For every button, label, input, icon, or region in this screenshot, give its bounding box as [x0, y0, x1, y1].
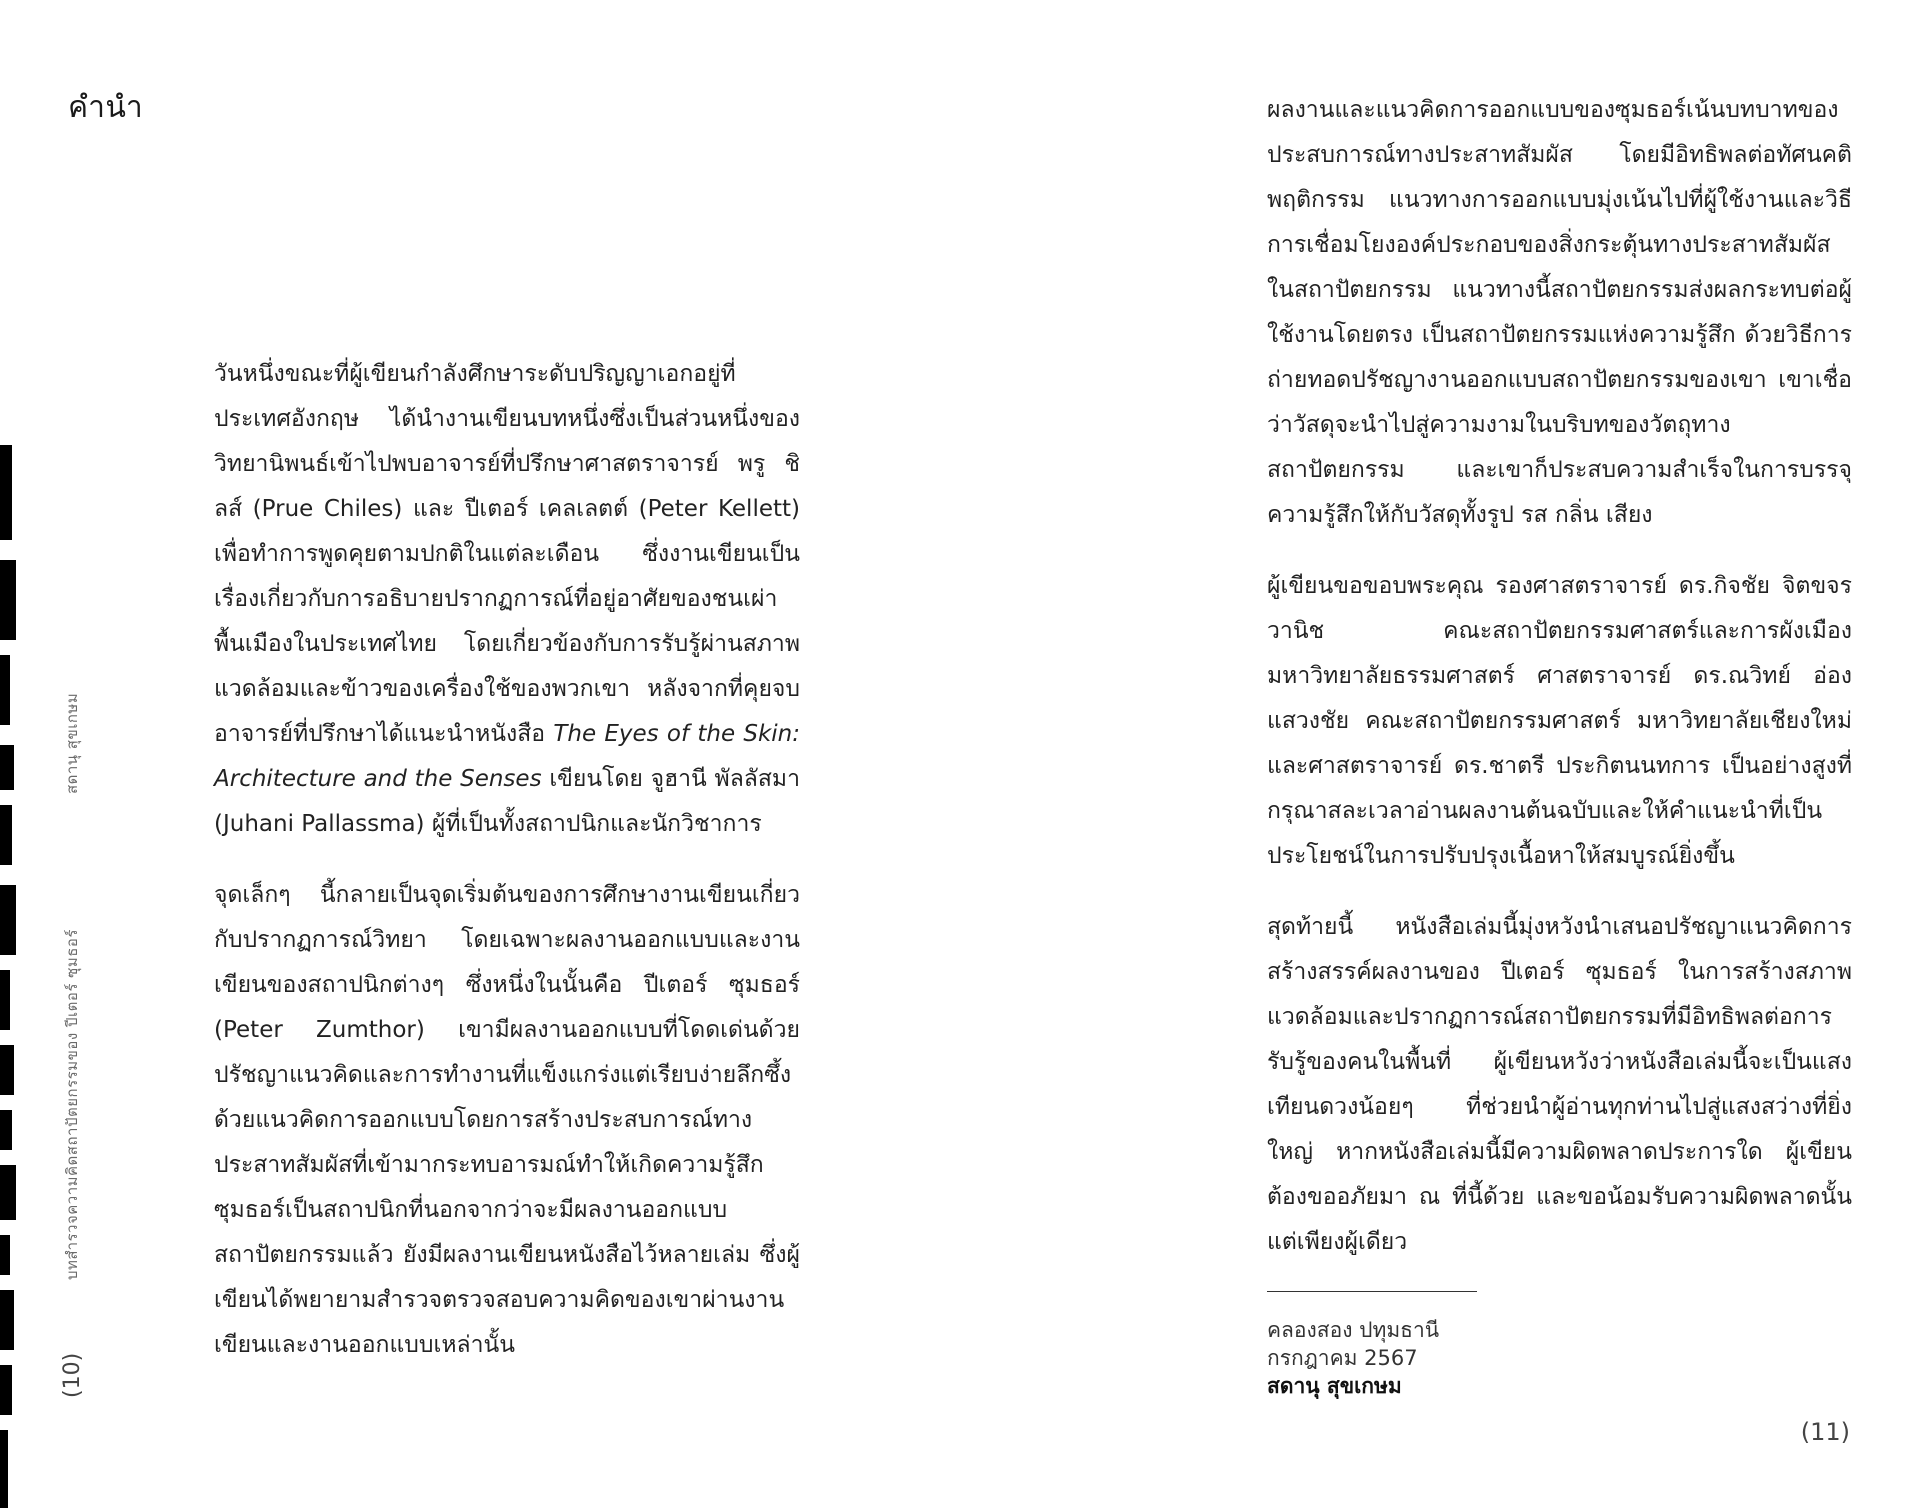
intro-paragraph-1: วันหนึ่งขณะที่ผู้เขียนกำลังศึกษาระดับปริญญาเอกอยู่ที่ประเทศอังกฤษ ได้นำงานเขียนบทหนึ่งซึ่งเป็นส่วนหนึ่งของวิทยานิพนธ์เข้าไปพบอาจารย์ที่ปรึกษาศาสตราจารย์ พรู ชิลส์ (Prue Chiles) และ ปีเตอร์ เคลเลตต์ (Peter Kellett) เพื่อทำการพูดคุยตามปกติในแต่ละเดือน ซึ่งงานเขียนเป็นเรื่องเกี่ยวกับการอธิบายปรากฏการณ์ที่อยู่อาศัยของชนเผ่าพื้นเมืองในประเทศไทย โดยเกี่ยวข้องกับการรับรู้ผ่านสภาพแวดล้อมและข้าวของเครื่องใช้ของพวกเขา หลังจากที่คุยจบ อาจารย์ที่ปรึกษาได้แนะนำหนังสือ The Eyes of the Skin: Architecture and the Senses เขียนโดย จูฮานี พัลลัสมา (Juhani Pallassma) ผู้ที่เป็นทั้งสถาปนิกและนักวิชาการ: [214, 361, 800, 837]
cited-book-title: The Eyes of the Skin: Architecture and the Senses: [214, 721, 800, 792]
left-text-column: [214, 352, 800, 1394]
side-caption-book-title: บทสำรวจความคิดสถาปัตยกรรมของ ปีเตอร์ ซุมธอร์: [63, 929, 81, 1280]
page-heading: คำนำ: [68, 90, 144, 125]
signature-block: [1267, 1316, 1439, 1400]
intro-paragraph-2: จุดเล็กๆ นี้กลายเป็นจุดเริ่มต้นของการศึกษางานเขียนเกี่ยวกับปรากฏการณ์วิทยา โดยเฉพาะผลงานออกแบบและงานเขียนของสถาปนิกต่างๆ ซึ่งหนึ่งในนั้นคือ ปีเตอร์ ซุมธอร์ (Peter Zumthor) เขามีผลงานออกแบบที่โดดเด่นด้วยปรัชญาแนวคิดและการทำงานที่แข็งแกร่งแต่เรียบง่ายลึกซึ้ง ด้วยแนวคิดการออกแบบโดยการสร้างประสบการณ์ทางประสาทสัมผัสที่เข้ามากระทบอารมณ์ทำให้เกิดความรู้สึก ซุมธอร์เป็นสถาปนิกที่นอกจากว่าจะมีผลงานออกแบบสถาปัตยกรรมแล้ว ยังมีผลงานเขียนหนังสือไว้หลายเล่ม ซึ่งผู้เขียนได้พยายามสำรวจตรวจสอบความคิดของเขาผ่านงานเขียนและงานออกแบบเหล่านั้น: [214, 882, 800, 1358]
right-text-column: [1267, 88, 1852, 1291]
signature-divider: [1267, 1291, 1477, 1292]
side-running-caption: [60, 693, 84, 1280]
signature-date: กรกฎาคม 2567: [1267, 1346, 1418, 1370]
signature-name: สดานุ สุขเกษม: [1267, 1374, 1402, 1398]
side-caption-author: สดานุ สุขเกษม: [63, 692, 81, 795]
body-paragraph-1: ผลงานและแนวคิดการออกแบบของซุมธอร์เน้นบทบาทของประสบการณ์ทางประสาทสัมผัส โดยมีอิทธิพลต่อทัศนคติพฤติกรรม แนวทางการออกแบบมุ่งเน้นไปที่ผู้ใช้งานและวิธีการเชื่อมโยงองค์ประกอบของสิ่งกระตุ้นทางประสาทสัมผัสในสถาปัตยกรรม แนวทางนี้สถาปัตยกรรมส่งผลกระทบต่อผู้ใช้งานโดยตรง เป็นสถาปัตยกรรมแห่งความรู้สึก ด้วยวิธีการถ่ายทอดปรัชญางานออกแบบสถาปัตยกรรมของเขา เขาเชื่อว่าวัสดุจะนำไปสู่ความงามในบริบทของวัตถุทางสถาปัตยกรรม และเขาก็ประสบความสำเร็จในการบรรจุความรู้สึกให้กับวัสดุทั้งรูป รส กลิ่น เสียง: [1267, 97, 1852, 528]
edge-marker-strip: [0, 445, 16, 1508]
page-number-right: (11): [1800, 1418, 1850, 1446]
signature-place: คลองสอง ปทุมธานี: [1267, 1318, 1440, 1342]
closing-paragraph: สุดท้ายนี้ หนังสือเล่มนี้มุ่งหวังนำเสนอปรัชญาแนวคิดการสร้างสรรค์ผลงานของ ปีเตอร์ ซุมธอร์ ในการสร้างสภาพแวดล้อมและปรากฏการณ์สถาปัตยกรรมที่มีอิทธิพลต่อการรับรู้ของคนในพื้นที่ ผู้เขียนหวังว่าหนังสือเล่มนี้จะเป็นแสงเทียนดวงน้อยๆ ที่ช่วยนำผู้อ่านทุกท่านไปสู่แสงสว่างที่ยิ่งใหญ่ หากหนังสือเล่มนี้มีความผิดพลาดประการใด ผู้เขียนต้องขออภัยมา ณ ที่นี้ด้วย และขอน้อมรับความผิดพลาดนั้นแต่เพียงผู้เดียว: [1267, 914, 1852, 1255]
acknowledgement-paragraph: ผู้เขียนขอขอบพระคุณ รองศาสตราจารย์ ดร.กิจชัย จิตขจรวานิช คณะสถาปัตยกรรมศาสตร์และการผังเมือง มหาวิทยาลัยธรรมศาสตร์ ศาสตราจารย์ ดร.ณวิทย์ อ่องแสวงชัย คณะสถาปัตยกรรมศาสตร์ มหาวิทยาลัยเชียงใหม่ และศาสตราจารย์ ดร.ชาตรี ประกิตนนทการ เป็นอย่างสูงที่กรุณาสละเวลาอ่านผลงานต้นฉบับและให้คำแนะนำที่เป็นประโยชน์ในการปรับปรุงเนื้อหาให้สมบูรณ์ยิ่งขึ้น: [1267, 573, 1852, 869]
page-number-left: (10): [60, 1352, 85, 1398]
